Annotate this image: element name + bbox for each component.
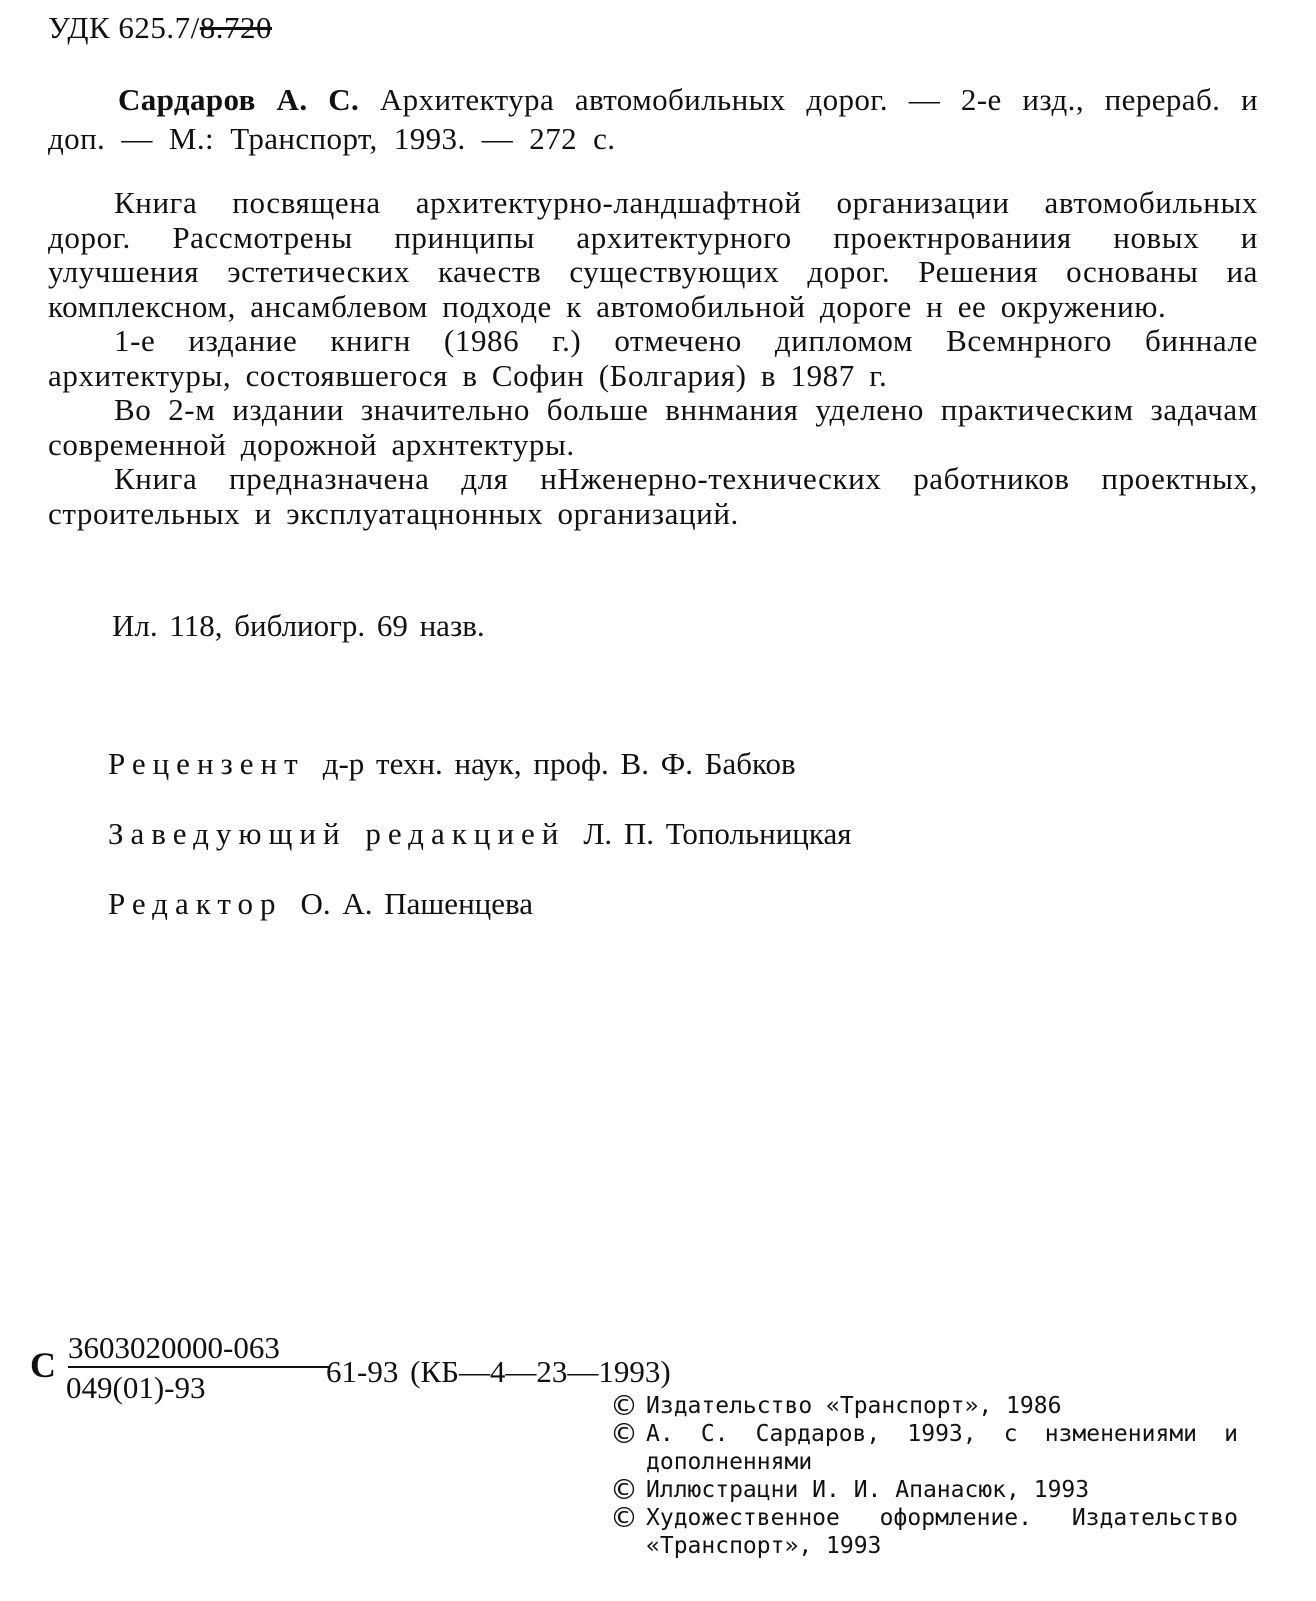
editor-name: О. А. Пашенцева <box>300 886 533 921</box>
udk-label: УДК 625.7/ <box>48 10 200 45</box>
copyright-item <box>610 1417 1238 1476</box>
copyright-text: А. С. Сардаров, 1993, с нзменениями и дополненнями <box>646 1421 1238 1475</box>
abstract-paragraph: Книга предназначена для нНженерно-технических работников проектных, строительных и эксплуатацнонных организаций. <box>48 461 1258 531</box>
abstract-paragraph: 1-е издание книгн (1986 г.) отмечено дипломом Всемнрного бинналe архитектуры, состоявшегося в Софин (Болгария) в 1987 г. <box>48 323 1258 393</box>
copyright-icon: © <box>610 1417 638 1450</box>
copyright-text: Художественное оформление. Издательство «Транспорт», 1993 <box>646 1505 1238 1559</box>
editor-line <box>108 886 533 922</box>
udk-code <box>48 10 272 46</box>
classification-letter: С <box>30 1345 56 1385</box>
abstract-paragraph: Книга посвящена архитектурно-ландшафтной организации автомобильных дорог. Рассмотрены принципы архитектурного проектнрованиия новых и улучшения эстетических качеств существующих дорог. Решения основаны иа комплексном, ансамблевом подходе к автомобильной дороге н ее окружению. <box>48 185 1258 324</box>
bibliographic-reference <box>48 80 1258 158</box>
copyright-text: Издательство «Транспорт», 1986 <box>646 1393 1062 1419</box>
copyright-icon: © <box>610 1473 638 1506</box>
classification-suffix: 61-93 (КБ—4—23—1993) <box>326 1354 671 1389</box>
reviewer-line <box>108 746 796 782</box>
copyright-block <box>610 1389 1238 1560</box>
copyright-item <box>610 1473 1238 1506</box>
classification-numerator: 3603020000-063 <box>68 1330 330 1368</box>
reference-text: Архитектура автомобильных дорог. — 2-е изд., перераб. и доп. — М.: Транспорт, 1993. — 272 с. <box>48 82 1258 156</box>
copyright-icon: © <box>610 1389 638 1422</box>
illustrations-note: Ил. 118, библиогр. 69 назв. <box>112 608 485 643</box>
head-name: Л. П. Топольницкая <box>583 816 852 851</box>
copyright-icon: © <box>610 1501 638 1534</box>
classification-code <box>30 1330 790 1405</box>
reviewer-name: д-р техн. наук, проф. В. Ф. Бабков <box>322 746 796 781</box>
abstract <box>48 186 1258 531</box>
copyright-text: Иллюстрацни И. И. Апанасюк, 1993 <box>646 1477 1090 1503</box>
editor-role: Редактор <box>108 886 283 921</box>
abstract-paragraph: Во 2-м издании значительно больше вннмания уделено практическим задачам современной дорожной архнтектуры. <box>48 392 1258 462</box>
udk-struck-code: 8.720 <box>199 10 273 45</box>
reviewer-role: Рецензент <box>108 746 305 781</box>
author-name: Сардаров А. С. <box>118 82 360 117</box>
copyright-item <box>610 1501 1238 1560</box>
head-role: Заведующий редакцией <box>108 816 566 851</box>
head-of-editorial-line <box>108 816 852 852</box>
copyright-item <box>610 1389 1238 1422</box>
classification-denominator: 049(01)-93 <box>66 1370 206 1405</box>
